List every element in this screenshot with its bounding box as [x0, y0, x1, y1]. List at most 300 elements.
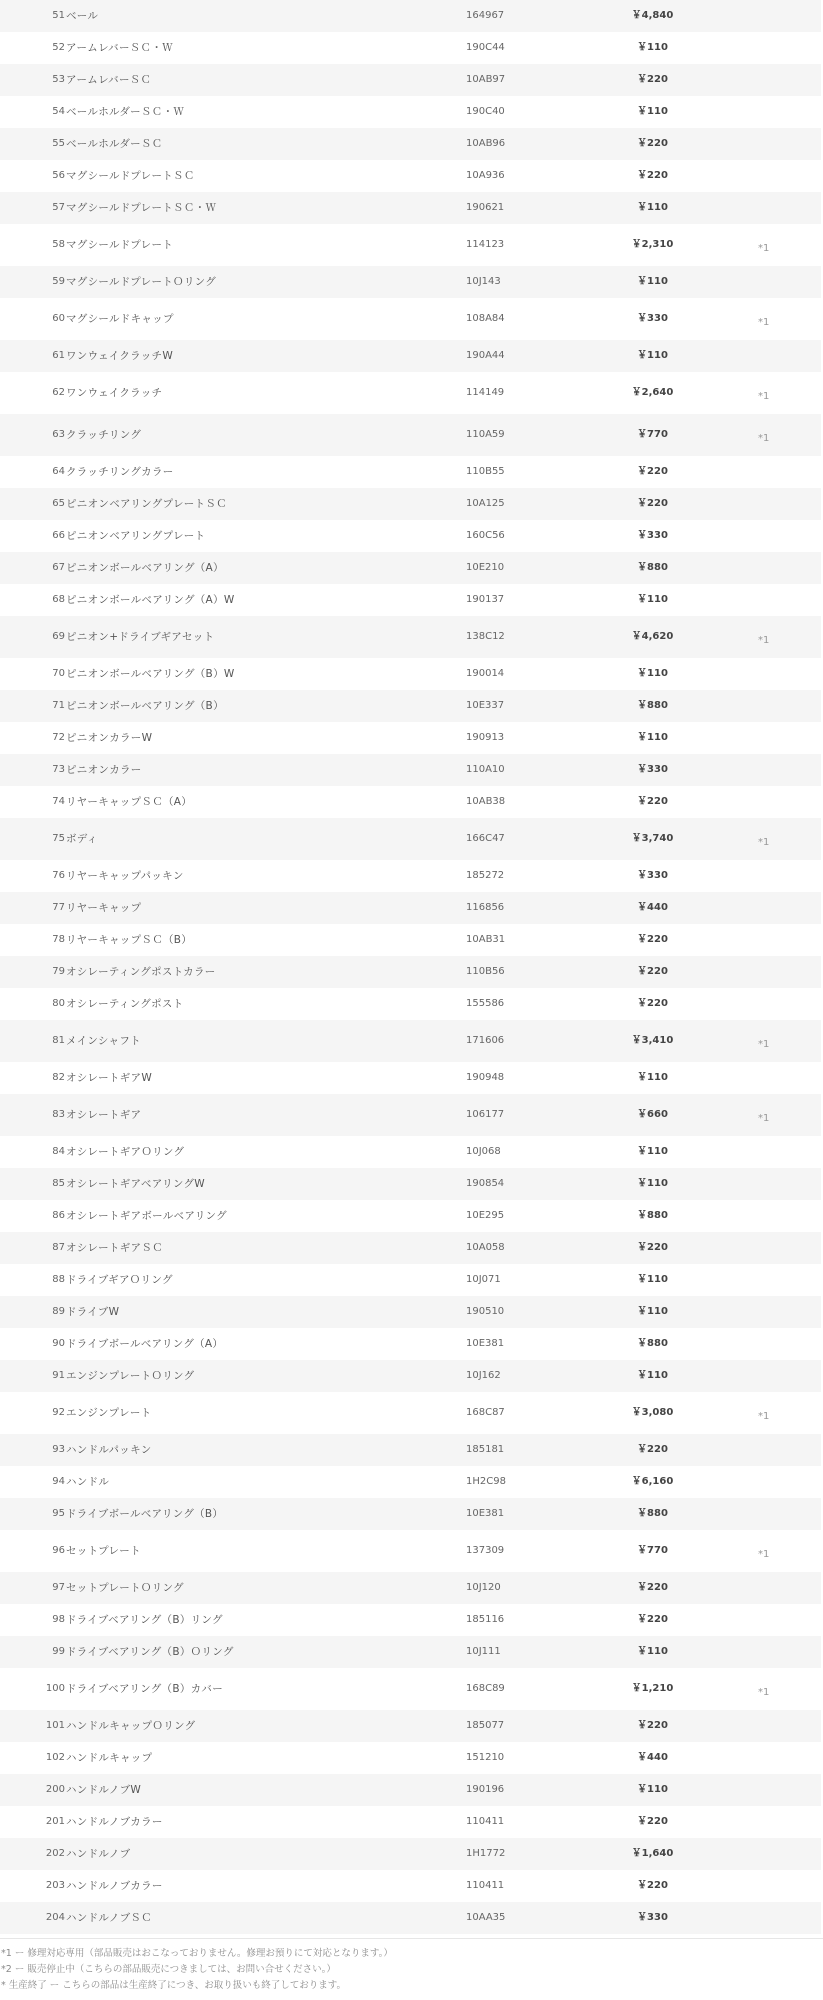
- part-number: 53: [52, 74, 65, 85]
- part-name: ピニオンボールベアリング（B）W: [66, 667, 235, 680]
- part-name: ベールホルダーＳＣ・Ｗ: [66, 105, 185, 118]
- part-number: 69: [52, 631, 65, 642]
- table-row: [0, 1328, 821, 1360]
- part-code: 10J120: [466, 1582, 501, 1593]
- part-name: ワンウェイクラッチ: [66, 386, 163, 399]
- part-price: ￥110: [637, 1306, 668, 1317]
- part-number: 54: [52, 106, 65, 117]
- part-code: 185077: [466, 1720, 505, 1731]
- part-code: 110A10: [466, 764, 505, 775]
- part-name: オシレートギアベアリングW: [66, 1177, 205, 1190]
- part-number: 67: [52, 562, 65, 573]
- part-name: アームレバーＳＣ: [66, 73, 152, 86]
- part-name: ピニオンボールベアリング（A）W: [66, 593, 235, 606]
- part-code: 10AB96: [466, 138, 506, 149]
- table-row: [0, 1902, 821, 1934]
- table-row: [0, 1710, 821, 1742]
- part-price: ￥220: [637, 1242, 668, 1253]
- part-number: 95: [52, 1508, 65, 1519]
- part-code: 10E210: [466, 562, 505, 573]
- part-price: ￥330: [637, 1912, 668, 1923]
- part-price: ￥6,160: [631, 1476, 674, 1487]
- part-number: 60: [52, 313, 65, 324]
- part-code: 10AB97: [466, 74, 506, 85]
- part-code: 10J071: [466, 1274, 501, 1285]
- table-row: [0, 924, 821, 956]
- part-number: 203: [45, 1880, 65, 1891]
- table-row: [0, 1604, 821, 1636]
- part-name: ハンドルノブＳＣ: [66, 1911, 152, 1924]
- table-row: [0, 1668, 821, 1710]
- part-name: マグシールドプレートＯリング: [66, 275, 217, 288]
- table-row: [0, 1870, 821, 1902]
- part-name: マグシールドプレートＳＣ: [66, 169, 195, 182]
- table-row: [0, 1168, 821, 1200]
- table-row: [0, 32, 821, 64]
- table-row: [0, 786, 821, 818]
- part-name: オシレートギアW: [66, 1071, 153, 1084]
- part-code: 190621: [466, 202, 505, 213]
- part-price: ￥440: [637, 902, 668, 913]
- part-price: ￥220: [637, 1720, 668, 1731]
- table-row: [0, 552, 821, 584]
- part-price: ￥220: [637, 1582, 668, 1593]
- part-price: ￥110: [637, 202, 668, 213]
- part-name: メインシャフト: [66, 1034, 141, 1047]
- part-name: ハンドルノブカラー: [66, 1815, 163, 1828]
- part-name: ドライブギアＯリング: [66, 1273, 173, 1286]
- part-note: *1: [758, 243, 770, 254]
- part-code: 185181: [466, 1444, 505, 1455]
- part-note: *1: [758, 1549, 770, 1560]
- table-row: [0, 266, 821, 298]
- part-code: 10AA35: [466, 1912, 506, 1923]
- part-number: 200: [45, 1784, 65, 1795]
- part-code: 151210: [466, 1752, 505, 1763]
- part-code: 108A84: [466, 313, 505, 324]
- table-row: [0, 1774, 821, 1806]
- part-price: ￥880: [637, 1210, 668, 1221]
- part-price: ￥110: [637, 1274, 668, 1285]
- table-row: [0, 956, 821, 988]
- part-number: 65: [52, 498, 65, 509]
- part-name: オシレーティングポスト: [66, 997, 184, 1010]
- part-number: 76: [52, 870, 65, 881]
- part-number: 98: [52, 1614, 65, 1625]
- part-code: 190C40: [466, 106, 505, 117]
- part-price: ￥220: [637, 1614, 668, 1625]
- part-code: 10E295: [466, 1210, 505, 1221]
- part-price: ￥440: [637, 1752, 668, 1763]
- part-code: 110A59: [466, 429, 505, 440]
- part-code: 155586: [466, 998, 505, 1009]
- part-number: 83: [52, 1109, 65, 1120]
- table-row: [0, 1232, 821, 1264]
- table-row: [0, 1742, 821, 1774]
- table-row: [0, 340, 821, 372]
- table-row: [0, 298, 821, 340]
- part-name: ベールホルダーＳＣ: [66, 137, 163, 150]
- part-name: ハンドル: [66, 1475, 110, 1488]
- part-name: ハンドルパッキン: [66, 1443, 152, 1456]
- part-number: 56: [52, 170, 65, 181]
- part-code: 190014: [466, 668, 505, 679]
- part-note: *1: [758, 837, 770, 848]
- part-number: 52: [52, 42, 65, 53]
- footnote-3: * 生産終了 ー こちらの部品は生産終了につき、お取り扱いも終了しております。: [1, 1980, 346, 1991]
- part-code: 110411: [466, 1880, 505, 1891]
- part-code: 10J111: [466, 1646, 501, 1657]
- part-name: リヤーキャップ: [66, 901, 142, 914]
- part-code: 190C44: [466, 42, 505, 53]
- part-price: ￥110: [637, 1646, 668, 1657]
- part-code: 185116: [466, 1614, 505, 1625]
- part-code: 164967: [466, 10, 505, 21]
- part-price: ￥220: [637, 1880, 668, 1891]
- table-row: [0, 224, 821, 266]
- part-name: ドライブボールベアリング（A）: [66, 1337, 224, 1350]
- part-number: 94: [52, 1476, 65, 1487]
- part-price: ￥220: [637, 466, 668, 477]
- part-number: 63: [52, 429, 65, 440]
- part-price: ￥770: [637, 1545, 668, 1556]
- part-number: 92: [52, 1407, 65, 1418]
- part-number: 89: [52, 1306, 65, 1317]
- table-row: [0, 1392, 821, 1434]
- part-price: ￥110: [637, 668, 668, 679]
- part-code: 171606: [466, 1035, 505, 1046]
- part-price: ￥220: [637, 796, 668, 807]
- part-code: 106177: [466, 1109, 505, 1120]
- table-row: [0, 488, 821, 520]
- part-number: 85: [52, 1178, 65, 1189]
- part-code: 10A936: [466, 170, 505, 181]
- part-name: ピニオンベアリングプレートＳＣ: [66, 497, 227, 510]
- part-code: 190854: [466, 1178, 505, 1189]
- part-code: 10AB31: [466, 934, 506, 945]
- part-name: ドライブベアリング（B）リング: [66, 1613, 223, 1626]
- table-row: [0, 1020, 821, 1062]
- part-name: リヤーキャップＳＣ（A）: [66, 795, 193, 808]
- part-number: 75: [52, 833, 65, 844]
- part-number: 64: [52, 466, 65, 477]
- part-number: 81: [52, 1035, 65, 1046]
- part-code: 190137: [466, 594, 505, 605]
- part-number: 77: [52, 902, 65, 913]
- part-price: ￥110: [637, 1370, 668, 1381]
- part-name: ハンドルキャップ: [66, 1751, 153, 1764]
- table-row: [0, 988, 821, 1020]
- table-row: [0, 722, 821, 754]
- part-code: 138C12: [466, 631, 505, 642]
- part-name: マグシールドキャップ: [66, 312, 174, 325]
- part-price: ￥110: [637, 276, 668, 287]
- part-price: ￥770: [637, 429, 668, 440]
- part-name: ピニオンカラーW: [66, 731, 153, 744]
- part-code: 10E381: [466, 1508, 505, 1519]
- part-number: 62: [52, 387, 65, 398]
- table-row: [0, 1838, 821, 1870]
- part-number: 73: [52, 764, 65, 775]
- part-price: ￥2,640: [631, 387, 674, 398]
- part-number: 61: [52, 350, 65, 361]
- part-number: 79: [52, 966, 65, 977]
- part-name: ピニオンボールベアリング（A）: [66, 561, 224, 574]
- part-code: 10A125: [466, 498, 505, 509]
- part-note: *1: [758, 391, 770, 402]
- part-price: ￥3,080: [631, 1407, 674, 1418]
- part-price: ￥4,840: [631, 10, 674, 21]
- table-row: [0, 1296, 821, 1328]
- part-price: ￥660: [637, 1109, 668, 1120]
- table-row: [0, 584, 821, 616]
- part-number: 101: [45, 1720, 65, 1731]
- part-code: 10A058: [466, 1242, 505, 1253]
- part-name: ピニオンカラー: [66, 763, 142, 776]
- part-price: ￥220: [637, 934, 668, 945]
- table-row: [0, 892, 821, 924]
- part-price: ￥220: [637, 138, 668, 149]
- part-number: 55: [52, 138, 65, 149]
- part-price: ￥110: [637, 42, 668, 53]
- table-row: [0, 1572, 821, 1604]
- part-number: 58: [52, 239, 65, 250]
- table-row: [0, 1498, 821, 1530]
- part-note: *1: [758, 1411, 770, 1422]
- part-number: 91: [52, 1370, 65, 1381]
- part-note: *1: [758, 433, 770, 444]
- part-code: 116856: [466, 902, 505, 913]
- part-code: 185272: [466, 870, 505, 881]
- part-price: ￥330: [637, 870, 668, 881]
- part-price: ￥220: [637, 498, 668, 509]
- part-number: 202: [45, 1848, 65, 1859]
- part-name: オシレーティングポストカラー: [66, 965, 216, 978]
- part-code: 190948: [466, 1072, 505, 1083]
- table-row: [0, 414, 821, 456]
- part-number: 84: [52, 1146, 65, 1157]
- table-row: [0, 1466, 821, 1498]
- part-price: ￥220: [637, 1444, 668, 1455]
- part-number: 59: [52, 276, 65, 287]
- part-code: 190A44: [466, 350, 505, 361]
- part-name: オシレートギアボールベアリング: [66, 1209, 227, 1222]
- part-price: ￥880: [637, 1508, 668, 1519]
- part-code: 10AB38: [466, 796, 506, 807]
- table-row: [0, 0, 821, 32]
- part-number: 88: [52, 1274, 65, 1285]
- part-price: ￥220: [637, 1816, 668, 1827]
- part-number: 72: [52, 732, 65, 743]
- part-name: ピニオンベアリングプレート: [66, 529, 206, 542]
- part-name: リヤーキャップパッキン: [66, 869, 184, 882]
- part-price: ￥110: [637, 1784, 668, 1795]
- table-row: [0, 1636, 821, 1668]
- part-name: ベール: [66, 9, 99, 22]
- table-row: [0, 1136, 821, 1168]
- table-row: [0, 818, 821, 860]
- table-row: [0, 520, 821, 552]
- part-code: 110B55: [466, 466, 505, 477]
- table-row: [0, 1200, 821, 1232]
- part-price: ￥220: [637, 74, 668, 85]
- part-name: ドライブボールベアリング（B）: [66, 1507, 224, 1520]
- part-name: ハンドルキャップＯリング: [66, 1719, 196, 1732]
- part-price: ￥110: [637, 1146, 668, 1157]
- part-name: ハンドルノブ: [66, 1847, 131, 1860]
- part-note: *1: [758, 1687, 770, 1698]
- part-price: ￥110: [637, 732, 668, 743]
- table-row: [0, 1264, 821, 1296]
- table-row: [0, 1062, 821, 1094]
- part-price: ￥220: [637, 966, 668, 977]
- part-price: ￥4,620: [631, 631, 674, 642]
- part-number: 93: [52, 1444, 65, 1455]
- part-name: エンジンプレートＯリング: [66, 1369, 195, 1382]
- part-name: ボディ: [66, 832, 98, 845]
- part-price: ￥330: [637, 313, 668, 324]
- table-row: [0, 1094, 821, 1136]
- part-price: ￥110: [637, 1072, 668, 1083]
- part-number: 90: [52, 1338, 65, 1349]
- part-name: エンジンプレート: [66, 1406, 152, 1419]
- part-number: 204: [45, 1912, 65, 1923]
- table-row: [0, 160, 821, 192]
- part-number: 97: [52, 1582, 65, 1593]
- part-code: 190196: [466, 1784, 505, 1795]
- part-number: 87: [52, 1242, 65, 1253]
- part-price: ￥880: [637, 700, 668, 711]
- footnotes: [0, 1938, 823, 1994]
- part-name: クラッチリングカラー: [66, 465, 174, 478]
- part-price: ￥110: [637, 594, 668, 605]
- part-number: 102: [45, 1752, 65, 1763]
- part-number: 86: [52, 1210, 65, 1221]
- part-number: 201: [45, 1816, 65, 1827]
- table-row: [0, 1806, 821, 1838]
- table-row: [0, 616, 821, 658]
- part-price: ￥2,310: [631, 239, 674, 250]
- table-row: [0, 192, 821, 224]
- part-price: ￥110: [637, 1178, 668, 1189]
- part-note: *1: [758, 635, 770, 646]
- table-row: [0, 690, 821, 722]
- part-price: ￥110: [637, 106, 668, 117]
- part-name: ハンドルノブW: [66, 1783, 142, 1796]
- part-code: 168C87: [466, 1407, 505, 1418]
- part-code: 110B56: [466, 966, 505, 977]
- footnote-1: *1 ー 修理対応専用（部品販売はおこなっておりません。修理お預りにて対応となります。）: [1, 1948, 393, 1959]
- part-price: ￥330: [637, 530, 668, 541]
- part-price: ￥3,410: [631, 1035, 674, 1046]
- part-code: 190913: [466, 732, 505, 743]
- table-row: [0, 1434, 821, 1466]
- part-name: ワンウェイクラッチW: [66, 349, 174, 362]
- part-code: 166C47: [466, 833, 505, 844]
- part-number: 80: [52, 998, 65, 1009]
- table-row: [0, 860, 821, 892]
- part-code: 110411: [466, 1816, 505, 1827]
- part-note: *1: [758, 1113, 770, 1124]
- part-number: 78: [52, 934, 65, 945]
- part-price: ￥220: [637, 998, 668, 1009]
- part-number: 68: [52, 594, 65, 605]
- part-number: 96: [52, 1545, 65, 1556]
- part-code: 10E381: [466, 1338, 505, 1349]
- part-price: ￥880: [637, 562, 668, 573]
- footnote-2: *2 ー 販売停止中（こちらの部品販売につきましては、お問い合せください。）: [1, 1964, 336, 1975]
- part-name: ドライブベアリング（B）カバー: [66, 1682, 224, 1695]
- table-row: [0, 754, 821, 786]
- part-code: 10J068: [466, 1146, 501, 1157]
- part-name: セットプレート: [66, 1544, 141, 1557]
- part-code: 10J143: [466, 276, 501, 287]
- part-name: セットプレートＯリング: [66, 1581, 184, 1594]
- part-name: オシレートギアＯリング: [66, 1145, 185, 1158]
- part-code: 190510: [466, 1306, 505, 1317]
- table-row: [0, 1360, 821, 1392]
- part-code: 160C56: [466, 530, 505, 541]
- part-code: 10E337: [466, 700, 505, 711]
- part-price: ￥220: [637, 170, 668, 181]
- part-number: 74: [52, 796, 65, 807]
- part-name: ハンドルノブカラー: [66, 1879, 163, 1892]
- part-number: 57: [52, 202, 65, 213]
- part-name: アームレバーＳＣ・Ｗ: [66, 41, 173, 54]
- part-code: 168C89: [466, 1683, 505, 1694]
- part-code: 137309: [466, 1545, 505, 1556]
- part-note: *1: [758, 317, 770, 328]
- part-price: ￥3,740: [631, 833, 674, 844]
- part-name: ピニオンボールベアリング（B）: [66, 699, 224, 712]
- table-row: [0, 456, 821, 488]
- part-name: クラッチリング: [66, 428, 142, 441]
- table-row: [0, 658, 821, 690]
- part-code: 10J162: [466, 1370, 501, 1381]
- part-number: 66: [52, 530, 65, 541]
- table-row: [0, 372, 821, 414]
- part-price: ￥1,640: [631, 1848, 674, 1859]
- part-number: 100: [45, 1683, 65, 1694]
- part-code: 1H1772: [466, 1848, 506, 1859]
- part-number: 51: [52, 10, 65, 21]
- table-row: [0, 64, 821, 96]
- part-name: ドライブベアリング（B）Ｏリング: [66, 1645, 234, 1658]
- part-number: 70: [52, 668, 65, 679]
- part-price: ￥330: [637, 764, 668, 775]
- part-number: 99: [52, 1646, 65, 1657]
- part-name: ドライブW: [66, 1305, 120, 1318]
- part-number: 82: [52, 1072, 65, 1083]
- part-note: *1: [758, 1039, 770, 1050]
- part-price: ￥880: [637, 1338, 668, 1349]
- part-code: 114123: [466, 239, 505, 250]
- table-row: [0, 128, 821, 160]
- part-name: マグシールドプレート: [66, 238, 174, 251]
- table-row: [0, 1530, 821, 1572]
- part-name: オシレートギアＳＣ: [66, 1241, 163, 1254]
- part-code: 114149: [466, 387, 505, 398]
- part-name: ピニオン+ドライブギアセット: [66, 630, 215, 643]
- part-price: ￥1,210: [631, 1683, 674, 1694]
- part-name: リヤーキャップＳＣ（B）: [66, 933, 193, 946]
- part-name: マグシールドプレートＳＣ・Ｗ: [66, 201, 217, 214]
- table-row: [0, 96, 821, 128]
- part-price: ￥110: [637, 350, 668, 361]
- part-code: 1H2C98: [466, 1476, 506, 1487]
- part-number: 71: [52, 700, 65, 711]
- part-name: オシレートギア: [66, 1108, 142, 1121]
